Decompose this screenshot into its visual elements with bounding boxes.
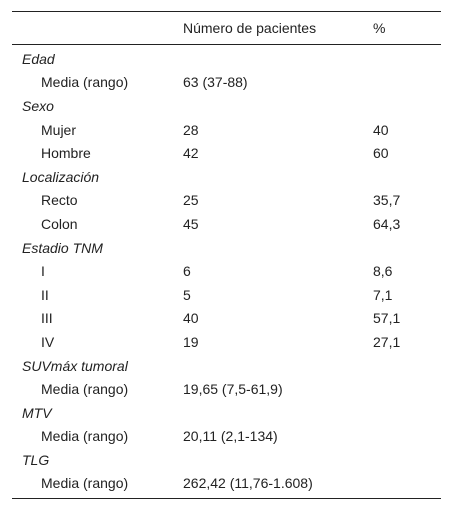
group-row-edad [12, 45, 441, 71]
row-percent: 7,1 [373, 286, 393, 303]
row-value: 25 [183, 192, 199, 209]
group-row-suvmax-tumoral [12, 354, 441, 378]
group-label: Estadio TNM [22, 239, 103, 256]
row-value: 6 [183, 263, 191, 280]
row-value: 262,42 (11,76-1.608) [183, 475, 313, 492]
table-row [12, 307, 441, 331]
group-row-estadio-tnm [12, 236, 441, 260]
group-label: Edad [22, 50, 55, 67]
row-label: Mujer [41, 121, 77, 138]
row-percent [373, 71, 441, 95]
row-label: Media (rango) [41, 428, 129, 445]
group-label: TLG [22, 451, 50, 468]
row-label: I [41, 263, 45, 280]
row-value: 63 (37-88) [183, 74, 248, 91]
row-label: Recto [41, 192, 78, 209]
row-label: Colon [41, 215, 78, 232]
row-value: 19 [183, 333, 199, 350]
row-percent: 64,3 [373, 215, 401, 232]
group-label: Sexo [22, 97, 54, 114]
header-cell-label [12, 12, 183, 45]
table-row [12, 425, 441, 449]
header-cell-patient-count: Número de pacientes [183, 12, 373, 45]
row-label: Media (rango) [41, 74, 129, 91]
patient-characteristics-table [12, 11, 441, 499]
row-percent: 35,7 [373, 192, 401, 209]
row-value: 42 [183, 145, 199, 162]
row-percent: 27,1 [373, 333, 401, 350]
group-label: MTV [22, 404, 52, 421]
table-row [12, 71, 441, 95]
row-label: III [41, 310, 53, 327]
table-row [12, 259, 441, 283]
group-label: SUVmáx tumoral [22, 357, 128, 374]
table-row [12, 118, 441, 142]
row-percent: 8,6 [373, 263, 393, 280]
row-label: Hombre [41, 145, 91, 162]
table-header-row [12, 12, 441, 45]
row-label: IV [41, 333, 55, 350]
row-percent [373, 377, 441, 401]
row-percent [373, 425, 441, 449]
row-percent: 40 [373, 121, 389, 138]
row-label: Media (rango) [41, 381, 129, 398]
row-percent: 57,1 [373, 310, 401, 327]
group-row-tlg [12, 448, 441, 472]
row-value: 28 [183, 121, 199, 138]
row-value: 40 [183, 310, 199, 327]
group-row-mtv [12, 401, 441, 425]
table-row [12, 330, 441, 354]
row-value: 20,11 (2,1-134) [183, 428, 278, 445]
group-row-localizacion [12, 165, 441, 189]
group-row-sexo [12, 94, 441, 118]
group-label: Localización [22, 168, 100, 185]
row-value: 5 [183, 286, 191, 303]
table-row [12, 141, 441, 165]
patient-characteristics-table-container [12, 11, 441, 499]
row-percent [373, 472, 441, 499]
table-row [12, 472, 441, 499]
row-label: II [41, 286, 49, 303]
row-value: 19,65 (7,5-61,9) [183, 381, 283, 398]
table-row [12, 377, 441, 401]
row-label: Media (rango) [41, 475, 129, 492]
row-percent: 60 [373, 145, 389, 162]
header-cell-percent: % [373, 12, 441, 45]
table-row [12, 283, 441, 307]
table-body [12, 45, 441, 499]
row-value: 45 [183, 215, 199, 232]
table-row [12, 212, 441, 236]
table-row [12, 189, 441, 213]
